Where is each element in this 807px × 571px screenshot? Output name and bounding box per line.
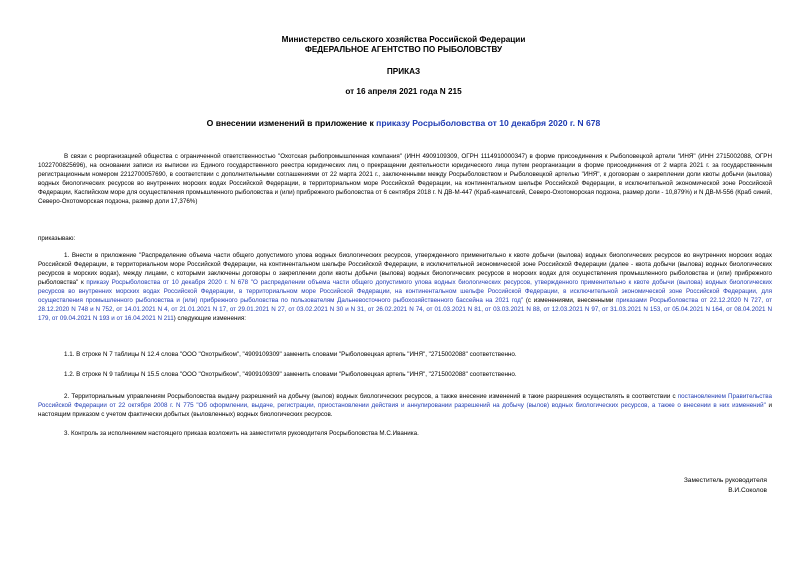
item-2-decree-link[interactable]: постановлением Правительства Российской Федерации от 22 октября 2008 г. N 775 "Об оформлении, выдаче, регистрации, приостановлении действия и аннулировании разрешений на добычу (вылов) водных биологических ресурсов, а также о внесении в них изменений" <box>38 393 772 410</box>
title-prefix: О внесении изменений в приложение к <box>206 118 377 128</box>
doc-type-heading: ПРИКАЗ <box>386 67 421 76</box>
item-3-paragraph: 3. Контроль за исполнением настоящего приказа возложить на заместителя руководителя Росрыболовства М.С.Иваника. <box>64 430 419 437</box>
ministry-heading: Министерство сельского хозяйства Российской Федерации <box>281 35 526 44</box>
title-order-link[interactable]: приказу Росрыболовства от 10 декабря 2020 г. N 678 <box>376 118 601 128</box>
signature-name: В.И.Соколов <box>728 487 767 494</box>
item-1-2-paragraph: 1.2. В строке N 9 таблицы N 15.5 слова "ООО "Охотрыбком", "4909109309" заменить словами "Рыболовецкая артель "ИНЯ", "2715002088" соответственно. <box>64 371 517 378</box>
item-2-text-before: 2. Территориальным управлениям Росрыболовства выдачу разрешений на добычу (вылов) водных биологических ресурсов, а также внесение изменений в такие разрешения осуществлять в соответствии с <box>64 393 678 400</box>
agency-heading: ФЕДЕРАЛЬНОЕ АГЕНТСТВО ПО РЫБОЛОВСТВУ <box>304 45 503 54</box>
order-word: приказываю: <box>38 235 76 242</box>
item-1-amendments-link[interactable]: приказами Росрыболовства от 22.12.2020 N 727, от 28.12.2020 N 748 и N 752, от 14.01.2021 N 4, от 21.01.2021 N 17, от 29.01.2021 N 27, от 03.02.2021 N 30 и N 31, от 26.02.2021 N 74, от 01.03.2021 N 81, от 03.03.2021 N 88, от 12.03.2021 N 97, от 31.03.2021 N 153, от 05.04.2021 N 164, от 08.04.2021 N 179, от 09.04.2021 N 193 и от 16.04.2021 N 211 <box>38 297 773 323</box>
date-number-heading: от 16 апреля 2021 года N 215 <box>345 87 462 96</box>
item-1-paragraph <box>38 251 772 323</box>
item-1-1-paragraph: 1.1. В строке N 7 таблицы N 12.4 слова "ООО "Охотрыбком", "4909109309" заменить словами "Рыболовецкая артель "ИНЯ", "2715002088" соответственно. <box>64 351 517 358</box>
item-2-text-after: и настоящим приказом с учетом фактически добытых (выловленных) водных биологических ресурсов. <box>38 402 772 419</box>
item-1-text-before: 1. Внести в приложение "Распределение объема части общего допустимого улова водных биологических ресурсов, утвержденного применительно к квоте добычи (вылова) водных биологических ресурсов во внутренних морских водах Российской Федерации, в территориальном море Российской Федерации, на континентальном шельфе Российской Федерации, в исключительной экономической зоне Российской Федерации (далее - квота добычи (вылова) водных биологических ресурсов в морских водах), между лицами, с которыми заключены договоры о закреплении доли квоты добычи (вылова) водных биологических ресурсов в морских водах для осуществления промышленного рыболовства и (или) прибрежного рыболовства" к <box>38 252 772 287</box>
document-title <box>0 118 807 129</box>
item-1-order-link[interactable]: приказу Росрыболовства от 10 декабря 2020 г. N 678 "О распределении объема части общего допустимого улова водных биологических ресурсов, утвержденного применительно к квоте добычи (вылова) водных биологических ресурсов во внутренних морских водах Российской Федерации, в территориальном море Российской Федерации, на континентальном шельфе Российской Федерации, в исключительной экономической зоне Российской Федерации, для осуществления промышленного рыболовства и (или) прибрежного рыболовства по пользователям Дальневосточного рыбохозяйственного бассейна на 2021 год" <box>38 279 772 305</box>
item-2-paragraph <box>38 392 772 419</box>
item-1-text-mid: (с изменениями, внесенными <box>523 297 617 305</box>
item-1-text-after: ) следующие изменения: <box>173 315 247 323</box>
preamble-paragraph: В связи с реорганизацией общества с ограниченной ответственностью "Охотская рыбопромышленная компания" (ИНН 4909109309, ОГРН 1114910000347) в форме присоединения к Рыболовецкой артели "ИНЯ" (ИНН 2715002088, ОГРН 1022700825696), на основании записи из выписки из Единого государственного реестра юридических лиц о прекращении деятельности юридического лица путем реорганизации в форме присоединения от 2 марта 2021 г. за государственным регистрационным номером 2212700057690, в соответствии с дополнительными соглашениями от 22 марта 2021 г., заключенными между Росрыболовством и Рыболовецкой артелью "ИНЯ", к договорам о закреплении доли квоты добычи (вылова) водных биологических ресурсов во внутренних морских водах Российской Федерации, в территориальном море Российской Федерации, на континентальном шельфе Российской Федерации, в исключительной экономической зоне Российской Федерации, Каспийском море для осуществления промышленного рыболовства и (или) прибрежного рыболовства от 6 сентября 2018 г. N ДВ-М-447 (Краб-камчатский, Северо-Охотоморская подзона, размер доли - 10,879%) и N ДВ-М-556 (Краб синий, Северо-Охотоморская подзона, размер доли 17,376%) <box>38 153 772 206</box>
signature-position: Заместитель руководителя <box>683 477 767 484</box>
